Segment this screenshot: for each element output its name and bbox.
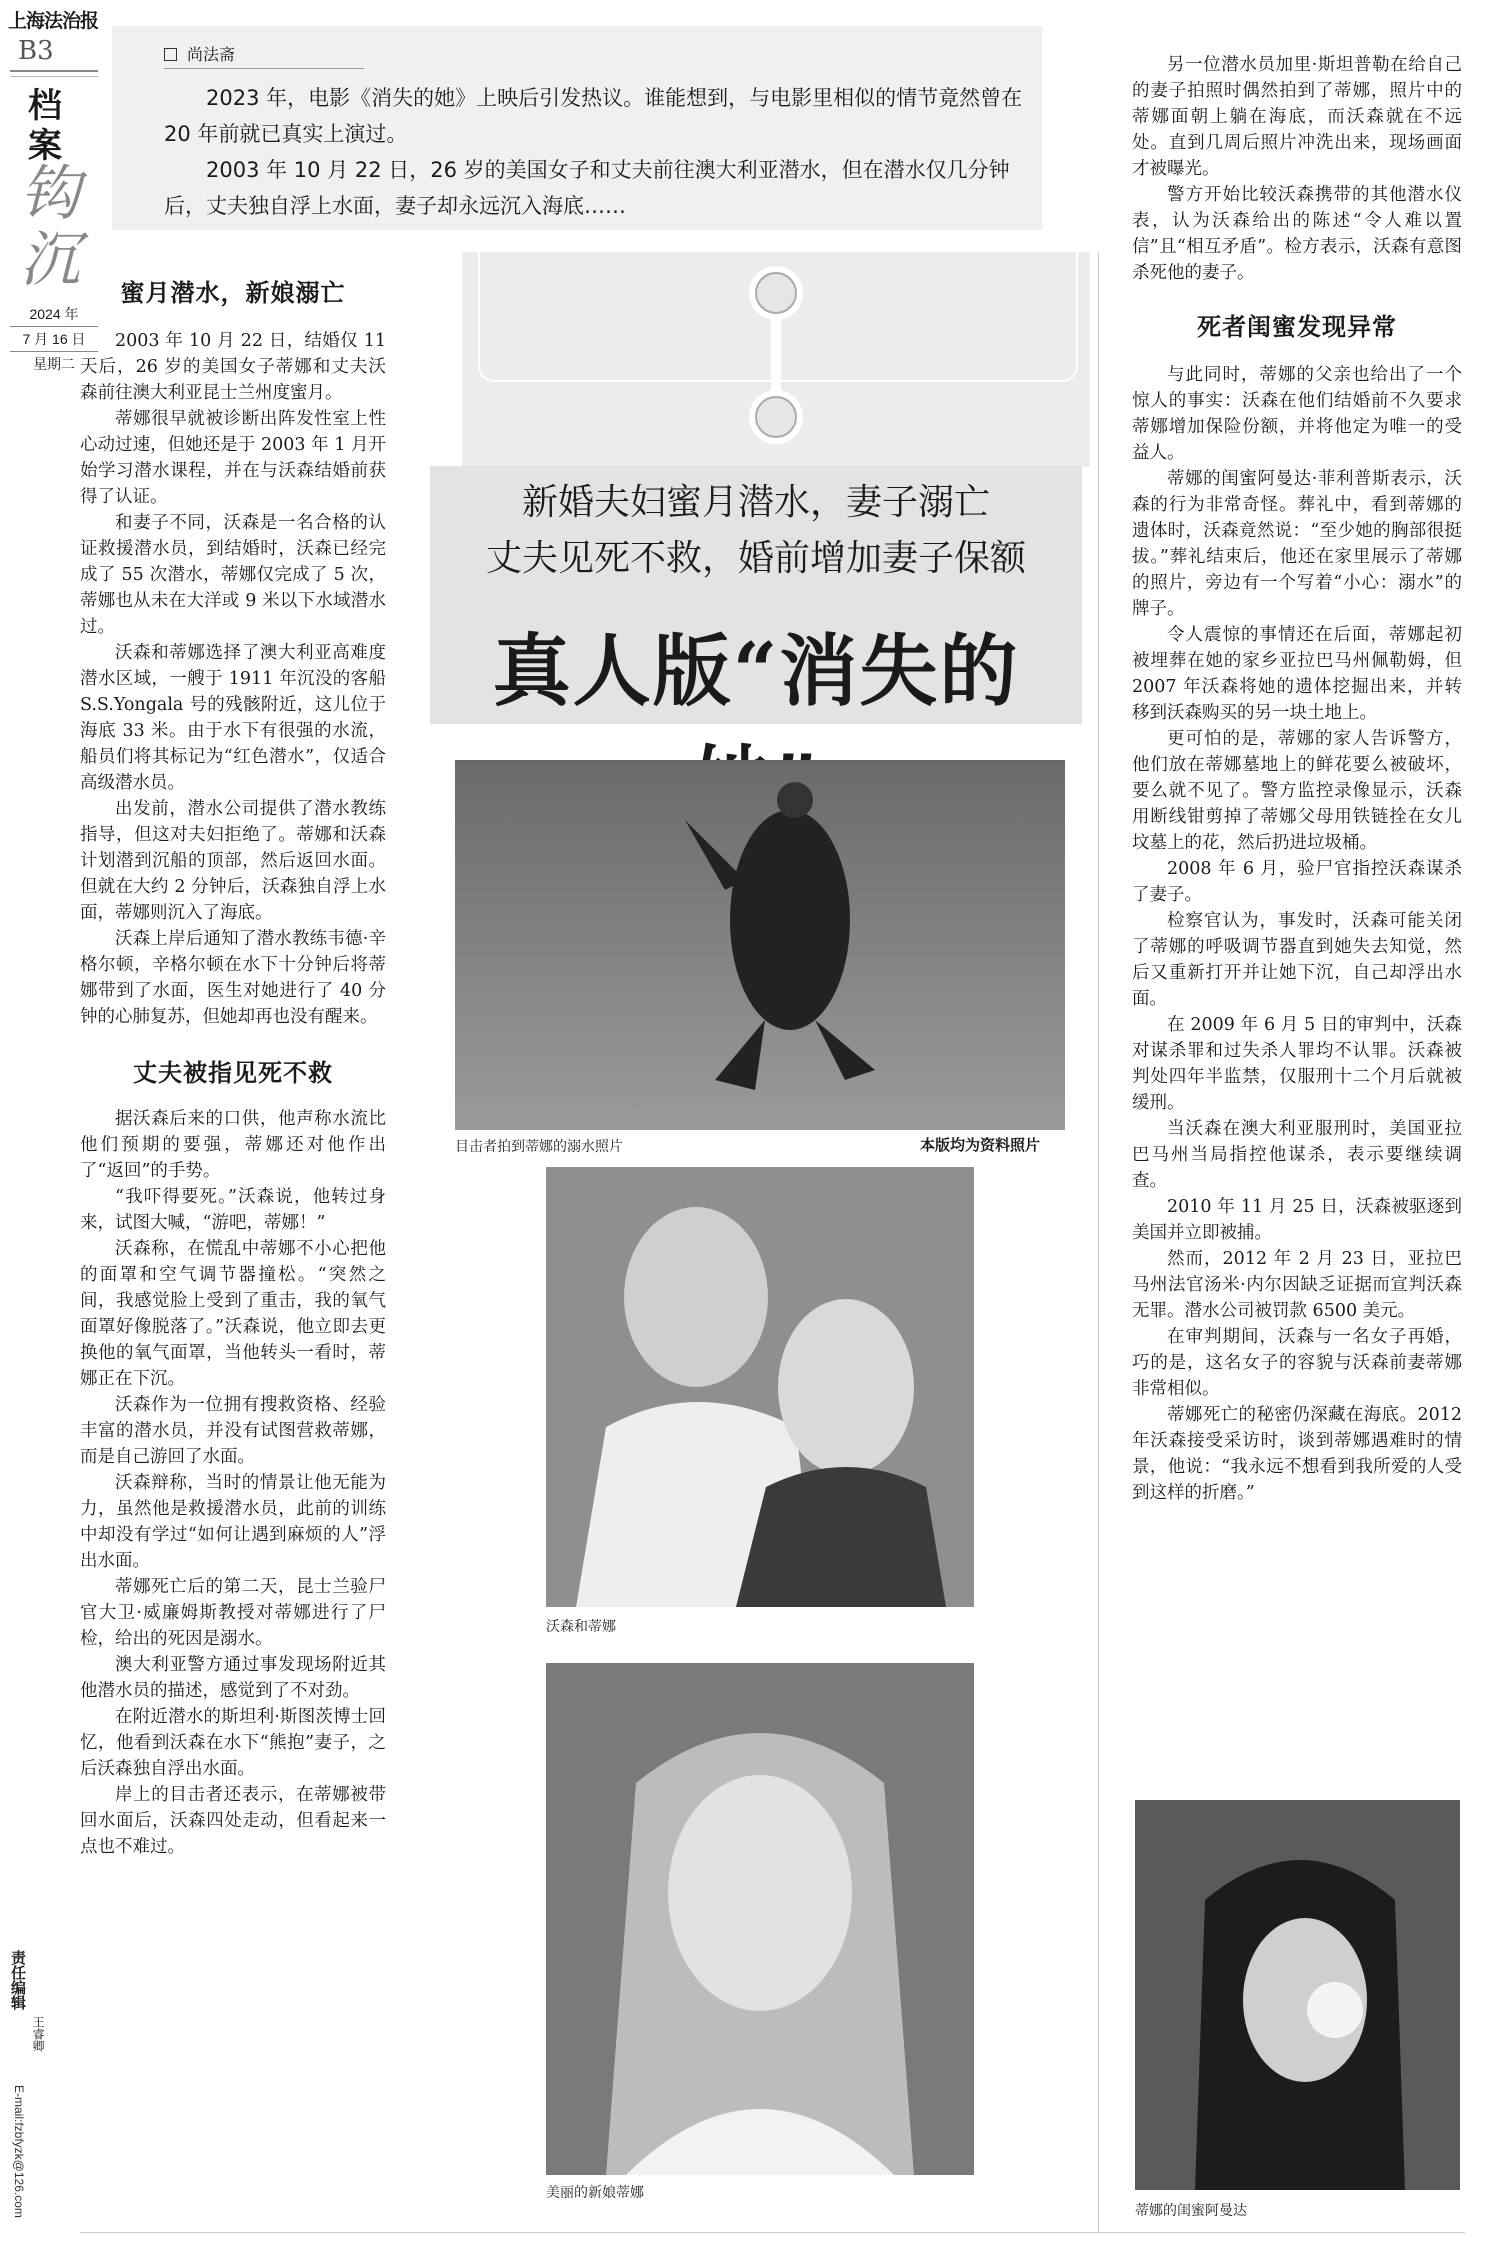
- paragraph: 出发前，潜水公司提供了潜水教练指导，但这对夫妇拒绝了。蒂娜和沃森计划潜到沉船的顶部，然后返回水面。但就在大约 2 分钟后，沃森独自浮上水面，蒂娜则沉入了海底。: [80, 799, 386, 923]
- headline-deck: 丈夫见死不救，婚前增加妻子保额: [485, 538, 1026, 579]
- paragraph: 在审判期间，沃森与一名女子再婚，巧的是，这名女子的容貌与沃森前妻蒂娜非常相似。: [1132, 1327, 1462, 1399]
- square-icon: [164, 48, 177, 61]
- issue-weekday: 星期二: [33, 356, 75, 372]
- button-icon: [749, 266, 803, 320]
- headline-box: [430, 466, 1082, 724]
- paragraph: 蒂娜的闺蜜阿曼达·菲利普斯表示，沃森的行为非常奇怪。葬礼中，看到蒂娜的遗体时，沃森竟然说：“至少她的胸部很挺拔。”葬礼结束后，他还在家里展示了蒂娜的照片，旁边有一个写着“小心：溺水”的牌子。: [1132, 469, 1462, 619]
- photo-credit: 本版均为资料照片: [920, 1136, 1041, 1154]
- photo-amanda: [1135, 1800, 1460, 2190]
- editor-name: 王睿卿: [31, 2016, 45, 2052]
- editor-email: E-mail:fzbfyzk@126.com: [12, 2085, 26, 2218]
- photo-caption: 蒂娜的闺蜜阿曼达: [1135, 2203, 1247, 2219]
- paragraph: 检察官认为，事发时，沃森可能关闭了蒂娜的呼吸调节器直到她失去知觉，然后又重新打开并让她下沉，自己却浮出水面。: [1132, 911, 1462, 1009]
- masthead-rule: [10, 70, 98, 72]
- column-divider: [1098, 252, 1099, 2232]
- paragraph: 2010 年 11 月 25 日，沃森被驱逐到美国并立即被捕。: [1132, 1197, 1462, 1243]
- issue-year: 2024 年: [29, 306, 79, 322]
- masthead-rule-thin: [10, 76, 98, 77]
- column-tag: [164, 42, 235, 65]
- paragraph: 澳大利亚警方通过事发现场附近其他潜水员的描述，感觉到了不对劲。: [80, 1655, 386, 1701]
- paragraph: 警方开始比较沃森携带的其他潜水仪表，认为沃森给出的陈述“令人难以置信”且“相互矛盾”。检方表示，沃森有意图杀死他的妻子。: [1132, 185, 1462, 283]
- paragraph: 在 2009 年 6 月 5 日的审判中，沃森对谋杀罪和过失杀人罪均不认罪。沃森被判处四年半监禁，仅服刑十二个月后就被缓刑。: [1132, 1015, 1462, 1113]
- photo-bride: [546, 1663, 974, 2175]
- envelope-graphic: [462, 252, 1090, 467]
- paragraph: 蒂娜很早就被诊断出阵发性室上性心动过速，但她还是于 2003 年 1 月开始学习潜水课程，并在与沃森结婚前获得了认证。: [80, 409, 386, 507]
- column-name-char: 档: [28, 86, 62, 126]
- headline-deck: 新婚夫妇蜜月潜水，妻子溺亡: [521, 482, 990, 523]
- paper-name: 上海法治报: [8, 10, 99, 32]
- paragraph: 沃森称，在慌乱中蒂娜不小心把他的面罩和空气调节器撞松。“突然之间，我感觉脸上受到了重击，我的氧气面罩好像脱落了。”沃森说，他立即去更换他的氧气面罩，当他转头一看时，蒂娜正在下沉。: [80, 1239, 386, 1389]
- paragraph: 据沃森后来的口供，他声称水流比他们预期的要强，蒂娜还对他作出了“返回”的手势。: [80, 1109, 386, 1181]
- photo-caption: 美丽的新娘蒂娜: [546, 2185, 644, 2201]
- paragraph: 另一位潜水员加里·斯坦普勒在给自己的妻子拍照时偶然拍到了蒂娜，照片中的蒂娜面朝上躺在海底，而沃森就在不远处。直到几周后照片冲洗出来，现场画面才被曝光。: [1132, 55, 1462, 179]
- paragraph: 岸上的目击者还表示，在蒂娜被带回水面后，沃森四处走动，但看起来一点也不难过。: [80, 1785, 386, 1857]
- editor-label: 责任编辑: [9, 1950, 27, 2010]
- column-tag-text: 尚法斋: [187, 45, 236, 64]
- column-name-char-large: 钩: [20, 159, 80, 229]
- paragraph: “我吓得要死。”沃森说，他转过身来，试图大喊，“游吧，蒂娜！”: [80, 1187, 386, 1233]
- diver-figure: [455, 760, 1065, 1130]
- button-icon: [749, 390, 803, 444]
- paragraph: 更可怕的是，蒂娜的家人告诉警方，他们放在蒂娜墓地上的鲜花要么被破坏，要么就不见了。警方监控录像显示，沃森用断线钳剪掉了蒂娜父母用铁链拴在女儿坟墓上的花，然后扔进垃圾桶。: [1132, 729, 1462, 853]
- paragraph: 2008 年 6 月，验尸官指控沃森谋杀了妻子。: [1132, 859, 1462, 905]
- paragraph: 蒂娜死亡的秘密仍深藏在海底。2012 年沃森接受采访时，谈到蒂娜遇难时的情景，他说：“我永远不想看到我所爱的人受到这样的折磨。”: [1132, 1405, 1462, 1503]
- paragraph: 沃森辩称，当时的情景让他无能为力，虽然他是救援潜水员，此前的训练中却没有学过“如何让遇到麻烦的人”浮出水面。: [80, 1473, 386, 1571]
- paragraph: 在附近潜水的斯坦利·斯图茨博士回忆，他看到沃森在水下“熊抱”妻子，之后沃森独自浮出水面。: [80, 1707, 386, 1779]
- lead-paragraph: 2023 年，电影《消失的她》上映后引发热议。谁能想到，与电影里相似的情节竟然曾在 20 年前就已真实上演过。: [164, 86, 1023, 146]
- section-heading: 丈夫被指见死不救: [133, 1059, 333, 1087]
- paragraph: 当沃森在澳大利亚服刑时，美国亚拉巴马州当局指控他谋杀，表示要继续调查。: [1132, 1119, 1462, 1191]
- paragraph: 和妻子不同，沃森是一名合格的认证救援潜水员，到结婚时，沃森已经完成了 55 次潜水，蒂娜仅完成了 5 次，蒂娜也从未在大洋或 9 米以下水域潜水过。: [80, 513, 386, 637]
- main-headline: 真人版“消失的: [492, 626, 1020, 717]
- lead-box: [112, 26, 1042, 230]
- column-name-char: 案: [28, 126, 62, 166]
- section-heading: 蜜月潜水，新娘溺亡: [120, 279, 346, 307]
- column-name-char-large: 沉: [20, 225, 80, 295]
- paragraph: 沃森作为一位拥有搜救资格、经验丰富的潜水员，并没有试图营救蒂娜，而是自己游回了水面。: [80, 1395, 386, 1467]
- tag-rule: [164, 68, 364, 69]
- issue-day: 7 月 16 日: [10, 326, 98, 352]
- paragraph: 然而，2012 年 2 月 23 日，亚拉巴马州法官汤米·内尔因缺乏证据而宣判沃森无罪。潜水公司被罚款 6500 美元。: [1132, 1249, 1462, 1321]
- paragraph: 蒂娜死亡后的第二天，昆士兰验尸官大卫·威廉姆斯教授对蒂娜进行了尸检，给出的死因是溺水。: [80, 1577, 386, 1649]
- right-column: [1132, 52, 1462, 1506]
- photo-caption: 沃森和蒂娜: [546, 1619, 616, 1635]
- page-number: B3: [18, 36, 54, 66]
- paragraph: 令人震惊的事情还在后面，蒂娜起初被埋葬在她的家乡亚拉巴马州佩勒姆，但 2007 年沃森将她的遗体挖掘出来，并转移到沃森购买的另一块土地上。: [1132, 625, 1462, 723]
- paragraph: 2003 年 10 月 22 日，结婚仅 11 天后，26 岁的美国女子蒂娜和丈夫沃森前往澳大利亚昆士兰州度蜜月。: [80, 331, 386, 403]
- left-column: [80, 279, 386, 1860]
- paragraph: 沃森上岸后通知了潜水教练韦德·辛格尔顿，辛格尔顿在水下十分钟后将蒂娜带到了水面，医生对她进行了 40 分钟的心肺复苏，但她却再也没有醒来。: [80, 929, 386, 1027]
- bottom-rule: [80, 2232, 1465, 2233]
- photo-caption: 目击者拍到蒂娜的溺水照片: [455, 1139, 623, 1155]
- lead-paragraph: 2003 年 10 月 22 日，26 岁的美国女子和丈夫前往澳大利亚潜水，但在潜水仅几分钟后，丈夫独自浮上水面，妻子却永远沉入海底……: [164, 158, 1010, 218]
- photo-diver: [455, 760, 1065, 1130]
- paragraph: 沃森和蒂娜选择了澳大利亚高难度潜水区域，一艘于 1911 年沉没的客船 S.S.Yongala 号的残骸附近，这儿位于海底 33 米。由于水下有很强的水流，船员们将其标记为“红色潜水”，仅适合高级潜水员。: [80, 643, 386, 793]
- section-heading: 死者闺蜜发现异常: [1197, 313, 1397, 341]
- photo-couple: [546, 1167, 974, 1607]
- paragraph: 与此同时，蒂娜的父亲也给出了一个惊人的事实：沃森在他们结婚前不久要求蒂娜增加保险份额，并将他定为唯一的受益人。: [1132, 365, 1462, 463]
